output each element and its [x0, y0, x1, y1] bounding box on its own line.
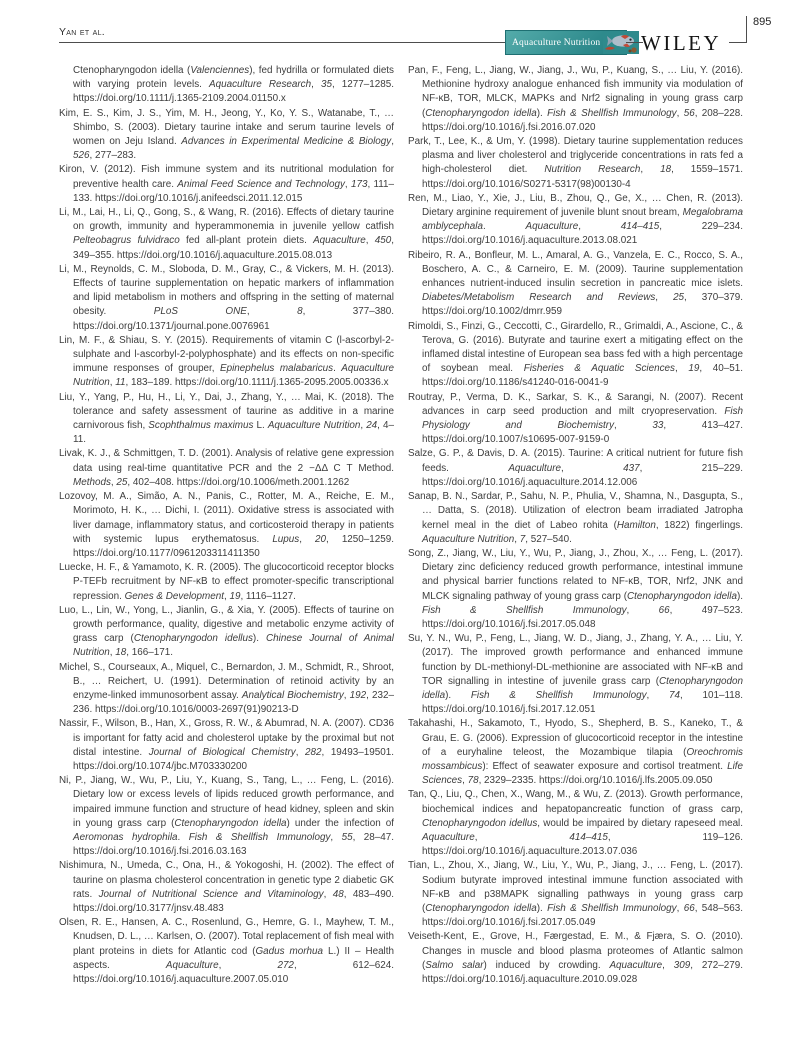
reference-item: Lozovoy, M. A., Simão, A. N., Panis, C., Rotter, M. A., Reiche, E. M., Morimoto, H. K., … Dichi, I. (2011). Oxidative stress is associated with liver damage, inflammatory status, and corticosteroid therapy in patients with systemic lupus erythematosus. Lupus, 20, 1250–1259. https://doi.org/10.1177/0961203311411350 — [59, 491, 394, 559]
page-number-divider — [746, 16, 747, 43]
reference-item: Ctenopharyngodon idella (Valenciennes), fed hydrilla or formulated diets with varying protein levels. Aquaculture Research, 35, 1277–1285. https://doi.org/10.1111/j.1365-2109.2004.01150.x — [73, 65, 394, 105]
reference-item: Park, T., Lee, K., & Um, Y. (1998). Dietary taurine supplementation reduces plasma and liver cholesterol and triglyceride concentrations in rats fed a high-cholesterol diet. Nutrition Research, 18, 1559–1571. https://doi.org/10.1016/S0271-5317(98)00130-4 — [408, 136, 743, 190]
reference-item: Tan, Q., Liu, Q., Chen, X., Wang, M., & Wu, Z. (2013). Growth performance, biochemical indices and hepatopancreatic function of grass carp, Ctenopharyngodon idellus, would be impaired by dietary rapeseed meal. Aquaculture, 414–415, 119–126. https://doi.org/10.1016/j.aquaculture.2013.07.036 — [408, 789, 743, 858]
reference-item: Pan, F., Feng, L., Jiang, W., Jiang, J., Wu, P., Kuang, S., … Liu, Y. (2016). Methionine hydroxy analogue enhanced fish immunity via modulation of NF-κB, TOR, MLCK, MAPKs and Nrf2 signaling in young grass carp (Ctenopharyngodon idella). Fish & Shellfish Immunology, 56, 208–228. https://doi.org/10.1016/j.fsi.2016.07.020 — [408, 65, 743, 133]
reference-item: Livak, K. J., & Schmittgen, T. D. (2001). Analysis of relative gene expression data using real-time quantitative PCR and the 2 −ΔΔ C T Method. Methods, 25, 402–408. https://doi.org/10.1006/meth.2001.1262 — [59, 448, 394, 488]
reference-item: Liu, Y., Yang, P., Hu, H., Li, Y., Dai, J., Zhang, Y., … Mai, K. (2018). The tolerance and safety assessment of taurine as additive in a marine carnivorous fish, Scophthalmus maximus L. Aquaculture Nutrition, 24, 4–11. — [59, 391, 394, 446]
reference-item: Sanap, B. N., Sardar, P., Sahu, N. P., Phulia, V., Shamna, N., Dasgupta, S., … Datta, S. (2018). Utilization of electron beam irradiated Jatropha kernel meal in the diet of Labeo rohita (Hamilton, 1822) fingerlings. Aquaculture Nutrition, 7, 527–540. — [408, 491, 743, 545]
reference-item: Song, Z., Jiang, W., Liu, Y., Wu, P., Jiang, J., Zhou, X., … Feng, L. (2017). Dietary zinc deficiency reduced growth performance, intestinal immune and physical barrier functions related to NF-κB, TOR, Nrf2, JNK and MLCK signaling pathway of young grass carp (Ctenopharyngodon idella). Fish & Shellfish Immunology, 66, 497–523. https://doi.org/10.1016/j.fsi.2017.05.048 — [408, 547, 743, 630]
reference-item: Kim, E. S., Kim, J. S., Yim, M. H., Jeong, Y., Ko, Y. S., Watanabe, T., … Shimbo, S. (2003). Dietary taurine intake and serum taurine levels of women on Jeju Island. Advances in Experimental Medicine & Biology, 526, 277–283. — [59, 107, 394, 162]
reference-item: Ni, P., Jiang, W., Wu, P., Liu, Y., Kuang, S., Tang, L., … Feng, L. (2016). Dietary low or excess levels of lipids reduced growth performance, and impaired immune function and structure of head kidney, spleen and skin in young grass carp (Ctenopharyngodon idella) under the infection of Aeromonas hydrophila. Fish & Shellfish Immunology, 55, 28–47. https://doi.org/10.1016/j.fsi.2016.03.163 — [59, 775, 395, 858]
page-number: 895 — [753, 16, 772, 28]
running-head: Yan et al. — [59, 26, 105, 38]
journal-badge — [505, 30, 627, 55]
reference-item: Kiron, V. (2012). Fish immune system and its nutritional modulation for preventive health care. Animal Feed Science and Technology, 173, 111–133. https://doi.org/10.1016/j.anifeedsci.2011.12.015 — [59, 164, 394, 204]
reference-item: Veiseth-Kent, E., Grove, H., Færgestad, E. M., & Fjæra, S. O. (2010). Changes in muscle and blood plasma proteomes of Atlantic salmon (Salmo salar) induced by crowding. Aquaculture, 309, 272–279. https://doi.org/10.1016/j.aquaculture.2010.09.028 — [408, 931, 744, 985]
journal-title: Aquaculture Nutrition — [512, 37, 601, 48]
references-section — [59, 64, 743, 987]
reference-item: Olsen, R. E., Hansen, A. C., Rosenlund, G., Hemre, G. I., Mayhew, T. M., Knudsen, D. L., … Karlsen, O. (2007). Total replacement of fish meal with plant proteins in diets for Atlantic cod (Gadus morhua L.) II – Health aspects. Aquaculture, 272, 612–624. https://doi.org/10.1016/j.aquaculture.2007.05.010 — [59, 917, 394, 985]
reference-item: Tian, L., Zhou, X., Jiang, W., Liu, Y., Wu, P., Jiang, J., … Feng, L. (2017). Sodium butyrate improved intestinal immune function associated with NF-κB and p38MAPK signalling pathways in young grass carp (Ctenopharyngodon idella). Fish & Shellfish Immunology, 66, 548–563. https://doi.org/10.1016/j.fsi.2017.05.049 — [408, 860, 743, 929]
header-rule — [729, 42, 747, 43]
reference-item: Michel, S., Courseaux, A., Miquel, C., Bernardon, J. M., Schmidt, R., Shroot, B., … Reichert, U. (1991). Determination of retinoid activity by an enzyme-linked immunosorbent assay. Analytical Biochemistry, 192, 232–236. https://doi.org/10.1016/0003-2697(91)90213-D — [59, 661, 394, 716]
references-column-left — [59, 64, 394, 987]
reference-item: Rimoldi, S., Finzi, G., Ceccotti, C., Girardello, R., Grimaldi, A., Ascione, C., & Terova, G. (2016). Butyrate and taurine exert a mitigating effect on the inflamed distal intestine of European sea bass fed with a high percentage of soybean meal. Fisheries & Aquatic Sciences, 19, 40–51. https://doi.org/10.1186/s41240-016-0041-9 — [408, 320, 743, 389]
reference-item: Luecke, H. F., & Yamamoto, K. R. (2005). The glucocorticoid receptor blocks P-TEFb recruitment by NF-κB to effect promoter-specific transcriptional repression. Genes & Development, 19, 1116–1127. — [59, 562, 394, 602]
reference-item: Routray, P., Verma, D. K., Sarkar, S. K., & Sarangi, N. (2007). Recent advances in carp seed production and milt cryopreservation. Fish Physiology and Biochemistry, 33, 413–427. https://doi.org/10.1007/s10695-007-9159-0 — [408, 391, 743, 446]
page-header — [0, 0, 800, 62]
reference-item: Li, M., Lai, H., Li, Q., Gong, S., & Wang, R. (2016). Effects of dietary taurine on growth, immunity and hyperammonemia in juvenile yellow catfish Pelteobagrus fulvidraco fed all-plant protein diets. Aquaculture, 450, 349–355. https://doi.org/10.1016/j.aquaculture.2015.08.013 — [59, 207, 395, 261]
reference-item: Luo, L., Lin, W., Yong, L., Jianlin, G., & Xia, Y. (2005). Effects of taurine on growth performance, quality, digestive and metabolic enzyme activity of grass carp (Ctenopharyngodon idellus). Chinese Journal of Animal Nutrition, 18, 166–171. — [59, 604, 394, 659]
reference-item: Ribeiro, R. A., Bonfleur, M. L., Amaral, A. G., Vanzela, E. C., Rocco, S. A., Boschero, A. C., & Carneiro, E. M. (2009). Taurine supplementation enhances nutrient-induced insulin secretion in pancreatic mice islets. Diabetes/Metabolism Research and Reviews, 25, 370–379. https://doi.org/10.1002/dmrr.959 — [408, 249, 743, 318]
reference-item: Nishimura, N., Umeda, C., Ona, H., & Yokogoshi, H. (2002). The effect of taurine on plasma cholesterol concentration in genetic type 2 diabetic GK rats. Journal of Nutritional Science and Vitaminology, 48, 483–490. https://doi.org/10.3177/jnsv.48.483 — [59, 860, 395, 914]
reference-item: Salze, G. P., & Davis, D. A. (2015). Taurine: A critical nutrient for future fish feeds. Aquaculture, 437, 215–229. https://doi.org/10.1016/j.aquaculture.2014.12.006 — [408, 448, 743, 488]
header-rule — [59, 42, 505, 43]
reference-item: Li, M., Reynolds, C. M., Sloboda, D. M., Gray, C., & Vickers, M. H. (2013). Effects of taurine supplementation on hepatic markers of inflammation and lipid metabolism in mothers and offspring in the setting of maternal obesity. PLoS ONE, 8, 377–380. https://doi.org/10.1371/journal.pone.0076961 — [59, 263, 394, 332]
reference-item: Takahashi, H., Sakamoto, T., Hyodo, S., Shepherd, B. S., Kaneko, T., & Grau, E. G. (2006). Expression of glucocorticoid receptor in the intestine of a euryhaline teleost, the Mozambique tilapia (Oreochromis mossambicus): Effect of seawater exposure and cortisol treatment. Life Sciences, 78, 2329–2335. https://doi.org/10.1016/j.lfs.2005.09.050 — [408, 718, 743, 787]
references-column-right — [408, 64, 743, 987]
publisher-logo: WILEY — [641, 31, 722, 55]
reference-item: Lin, M. F., & Shiau, S. Y. (2015). Requirements of vitamin C (l-ascorbyl-2-sulphate and l-ascorbyl-2-polyphosphate) and its effects on non-specific immune responses of grouper, Epinephelus malabaricus. Aquaculture Nutrition, 11, 183–189. https://doi.org/10.1111/j.1365-2095.2005.00336.x — [59, 334, 394, 389]
reference-item: Su, Y. N., Wu, P., Feng, L., Jiang, W. D., Jiang, J., Zhang, Y. A., … Liu, Y. (2017). The improved growth performance and enhanced immune function by DL-methionyl-DL-methionine are associated with NF-κB and TOR signalling in intestine of juvenile grass carp (Ctenopharyngodon idella). Fish & Shellfish Immunology, 74, 101–118. https://doi.org/10.1016/j.fsi.2017.12.051 — [408, 633, 743, 716]
reference-item: Nassir, F., Wilson, B., Han, X., Gross, R. W., & Abumrad, N. A. (2007). CD36 is important for fatty acid and cholesterol uptake by the proximal but not distal intestine. Journal of Biological Chemistry, 282, 19493–19501. https://doi.org/10.1074/jbc.M703330200 — [59, 718, 394, 772]
reference-item: Ren, M., Liao, Y., Xie, J., Liu, B., Zhou, Q., Ge, X., … Chen, R. (2013). Dietary arginine requirement of juvenile blunt snout bream, Megalobrama amblycephala. Aquaculture, 414–415, 229–234. https://doi.org/10.1016/j.aquaculture.2013.08.021 — [408, 192, 743, 247]
